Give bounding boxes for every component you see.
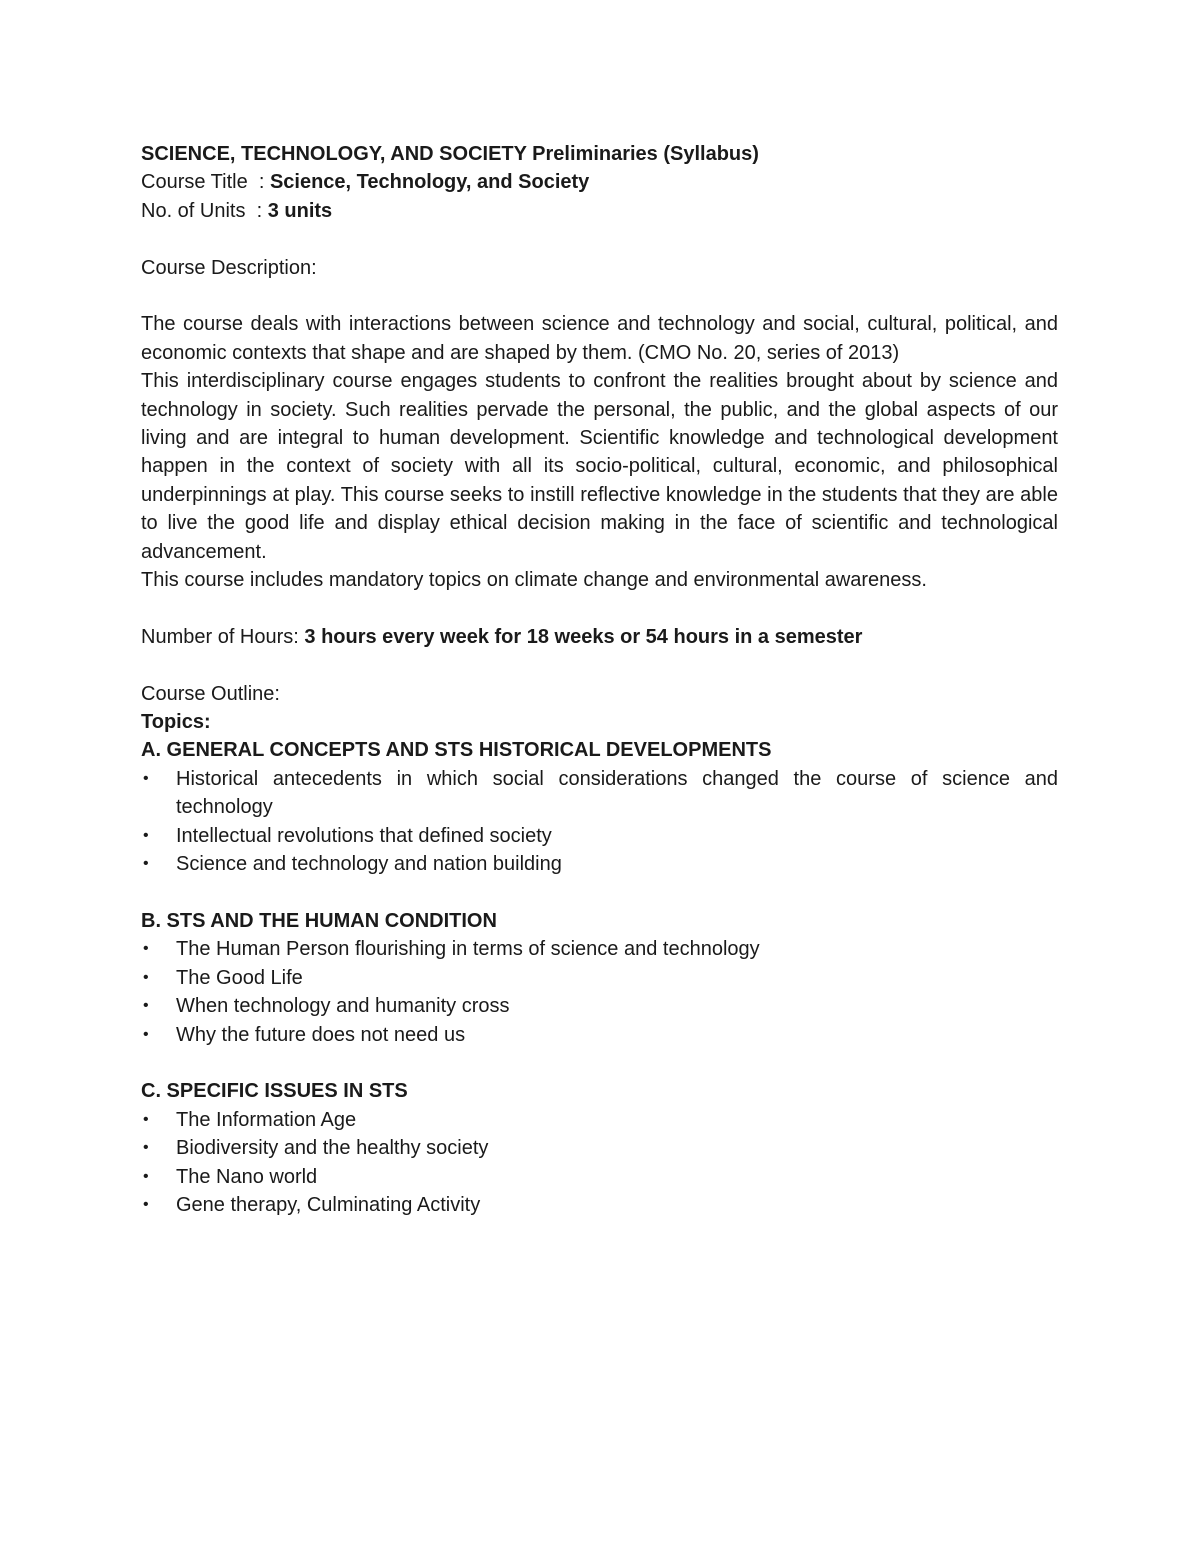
spacer [141, 651, 1058, 679]
spacer [141, 594, 1058, 622]
document-page [141, 140, 1058, 1219]
list-item [141, 992, 1058, 1020]
title-rest: Preliminaries (Syllabus) [532, 143, 759, 165]
hours-label: Number of Hours: [141, 625, 305, 648]
list-item-text: The Nano world [176, 1165, 318, 1188]
bullet-icon: • [143, 1110, 149, 1128]
list-item [141, 822, 1058, 850]
list-item-text: The Information Age [176, 1108, 357, 1131]
spacer [141, 1049, 1058, 1077]
description-paragraph: This course includes mandatory topics on climate change and environmental awareness. [141, 569, 927, 592]
bullet-icon: • [143, 1139, 149, 1157]
list-item-text: Gene therapy, Culminating Activity [176, 1193, 481, 1216]
units-label: No. of Units : [141, 199, 268, 222]
hours-value: 3 hours every week for 18 weeks or 54 hours in a semester [304, 625, 863, 648]
list-item [141, 1134, 1058, 1162]
outline-label: Course Outline: [141, 682, 280, 705]
course-title-value: Science, Technology, and Society [269, 171, 590, 194]
hours-row [141, 623, 1058, 651]
document-title [141, 140, 1058, 168]
course-title-row [141, 168, 1058, 196]
topic-list [141, 1106, 1058, 1220]
list-item-text: Historical antecedents in which social considerations changed the course of science and technology [176, 767, 1058, 819]
list-item [141, 1163, 1058, 1191]
list-item [141, 1021, 1058, 1049]
bullet-icon: • [143, 940, 149, 958]
section-title: A. GENERAL CONCEPTS AND STS HISTORICAL DEVELOPMENTS [141, 739, 772, 762]
topic-list [141, 935, 1058, 1049]
spacer [141, 282, 1058, 310]
list-item [141, 765, 1058, 822]
bullet-icon: • [143, 855, 149, 873]
bullet-icon: • [143, 997, 149, 1015]
list-item [141, 935, 1058, 963]
spacer [141, 225, 1058, 253]
units-value: 3 units [267, 199, 333, 222]
list-item [141, 1106, 1058, 1134]
list-item [141, 964, 1058, 992]
course-title-label: Course Title : [141, 171, 270, 194]
bullet-icon: • [143, 1025, 149, 1043]
bullet-icon: • [143, 769, 149, 787]
list-item-text: When technology and humanity cross [176, 995, 510, 1018]
bullet-icon: • [143, 1167, 149, 1185]
spacer [141, 879, 1058, 907]
list-item-text: Why the future does not need us [176, 1023, 466, 1046]
bullet-icon: • [143, 968, 149, 986]
description-paragraph: This interdisciplinary course engages students to confront the realities brought about by science and technology in society. Such realities pervade the personal, the public, and the global aspects of our living and are integral to human development. Scientific knowledge and technological development happen in the context of society with all its socio-political, cultural, economic, and philosophical underpinnings at play. This course seeks to instill reflective knowledge in the students that they are able to live the good life and display ethical decision making in the face of scientific and technological advancement. [141, 370, 1058, 563]
list-item [141, 850, 1058, 878]
list-item [141, 1191, 1058, 1219]
list-item-text: The Human Person flourishing in terms of science and technology [176, 938, 760, 961]
title-caps: SCIENCE, TECHNOLOGY, AND SOCIETY [141, 143, 527, 165]
list-item-text: Science and technology and nation building [176, 853, 562, 876]
description-paragraph: The course deals with interactions between science and technology and social, cultural, political, and economic contexts that shape and are shaped by them. (CMO No. 20, series of 2013) [141, 313, 1058, 364]
section-title: B. STS AND THE HUMAN CONDITION [141, 909, 497, 932]
units-row [141, 197, 1058, 225]
list-item-text: Biodiversity and the healthy society [176, 1137, 489, 1160]
topics-label: Topics: [141, 711, 211, 734]
bullet-icon: • [143, 826, 149, 844]
list-item-text: The Good Life [176, 966, 303, 989]
list-item-text: Intellectual revolutions that defined society [176, 824, 552, 847]
bullet-icon: • [143, 1195, 149, 1213]
section-title: C. SPECIFIC ISSUES IN STS [141, 1080, 408, 1103]
description-label: Course Description: [141, 256, 317, 279]
topic-list [141, 765, 1058, 879]
